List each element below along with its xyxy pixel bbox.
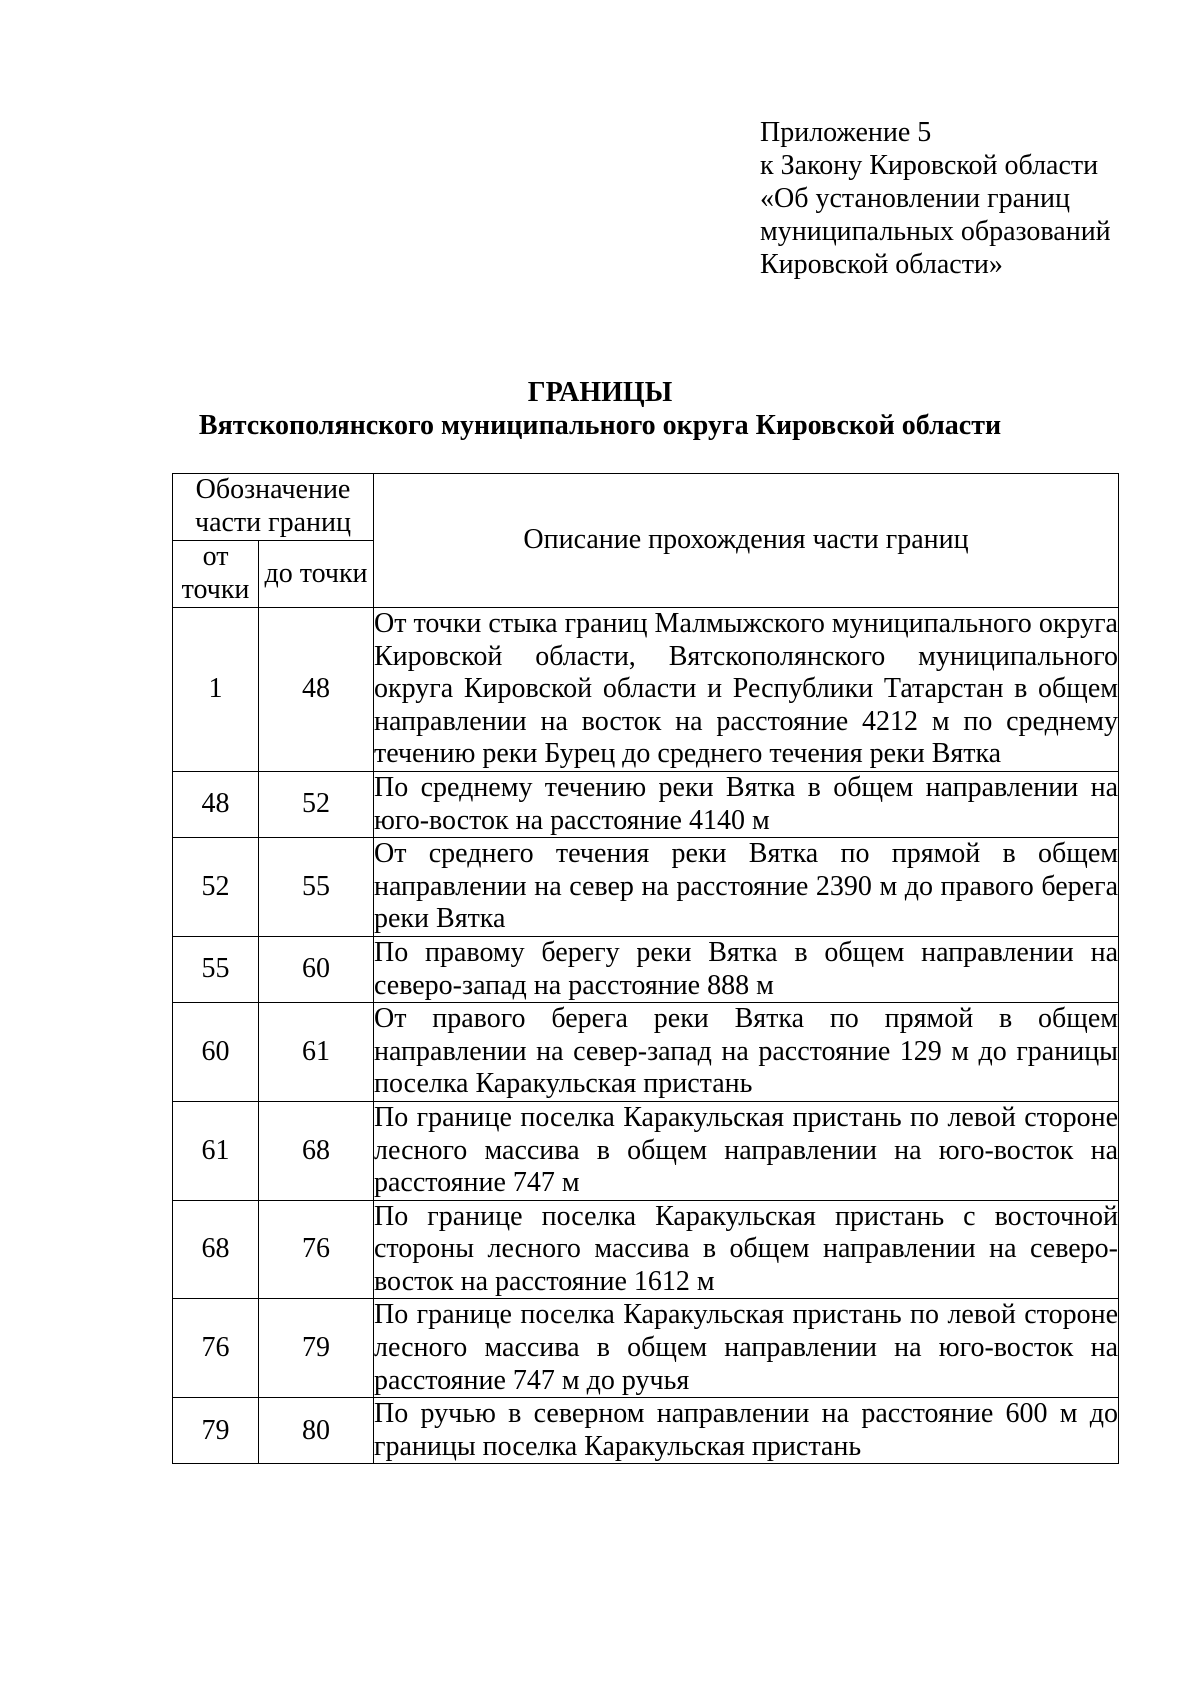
cell-to: 60 [259,936,374,1002]
cell-from: 76 [173,1299,259,1398]
borders-table [172,473,1119,1464]
table-row [173,1101,1119,1200]
appendix-line: Приложение 5 [760,117,932,148]
cell-from: 61 [173,1101,259,1200]
header-designation: Обозначение части границ [173,474,374,541]
header-to: до точки [259,541,374,608]
table-row [173,936,1119,1002]
cell-description: По ручью в северном направлении на расстояние 600 м до границы поселка Каракульская пристань [374,1398,1119,1464]
appendix-line: к Закону Кировской области [760,150,1099,181]
cell-to: 80 [259,1398,374,1464]
cell-description: От среднего течения реки Вятка по прямой в общем направлении на север на расстояние 2390 м до правого берега реки Вятка [374,838,1119,937]
cell-to: 76 [259,1200,374,1299]
cell-from: 79 [173,1398,259,1464]
appendix-line: «Об установлении границ [760,183,1070,214]
appendix-note [760,116,1111,281]
cell-to: 79 [259,1299,374,1398]
cell-to: 48 [259,608,374,772]
appendix-line: Кировской области» [760,249,1003,280]
table-row [173,1200,1119,1299]
table-row [173,1003,1119,1102]
cell-description: По границе поселка Каракульская пристань по левой стороне лесного массива в общем направлении на юго-восток на расстояние 747 м до ручья [374,1299,1119,1398]
appendix-line: муниципальных образований [760,216,1111,247]
cell-from: 55 [173,936,259,1002]
cell-from: 68 [173,1200,259,1299]
header-from: от точки [173,541,259,608]
table-row [173,1398,1119,1464]
table-row [173,1299,1119,1398]
cell-to: 68 [259,1101,374,1200]
cell-to: 61 [259,1003,374,1102]
cell-description: По границе поселка Каракульская пристань с восточной стороны лесного массива в общем направлении на северо-восток на расстояние 1612 м [374,1200,1119,1299]
cell-from: 60 [173,1003,259,1102]
cell-from: 52 [173,838,259,937]
table-row [173,838,1119,937]
cell-description: По границе поселка Каракульская пристань по левой стороне лесного массива в общем направлении на юго-восток на расстояние 747 м [374,1101,1119,1200]
cell-to: 55 [259,838,374,937]
cell-description: По правому берегу реки Вятка в общем направлении на северо-запад на расстояние 888 м [374,936,1119,1002]
cell-description: От точки стыка границ Малмыжского муниципального округа Кировской области, Вятскополянского муниципального округа Кировской области и Республики Татарстан в общем направлении на восток на расстояние 4212 м по среднему течению реки Бурец до среднего течения реки Вятка [374,608,1119,772]
cell-description: От правого берега реки Вятка по прямой в общем направлении на север-запад на расстояние 129 м до границы поселка Каракульская пристань [374,1003,1119,1102]
document-title: ГРАНИЦЫ [527,377,673,408]
header-description: Описание прохождения части границ [374,474,1119,608]
cell-from: 48 [173,771,259,837]
table-row [173,771,1119,837]
table-row [173,608,1119,772]
cell-from: 1 [173,608,259,772]
cell-description: По среднему течению реки Вятка в общем направлении на юго-восток на расстояние 4140 м [374,771,1119,837]
cell-to: 52 [259,771,374,837]
table-header-row [173,474,1119,541]
document-subtitle: Вятскополянского муниципального округа Кировской области [198,410,1002,441]
